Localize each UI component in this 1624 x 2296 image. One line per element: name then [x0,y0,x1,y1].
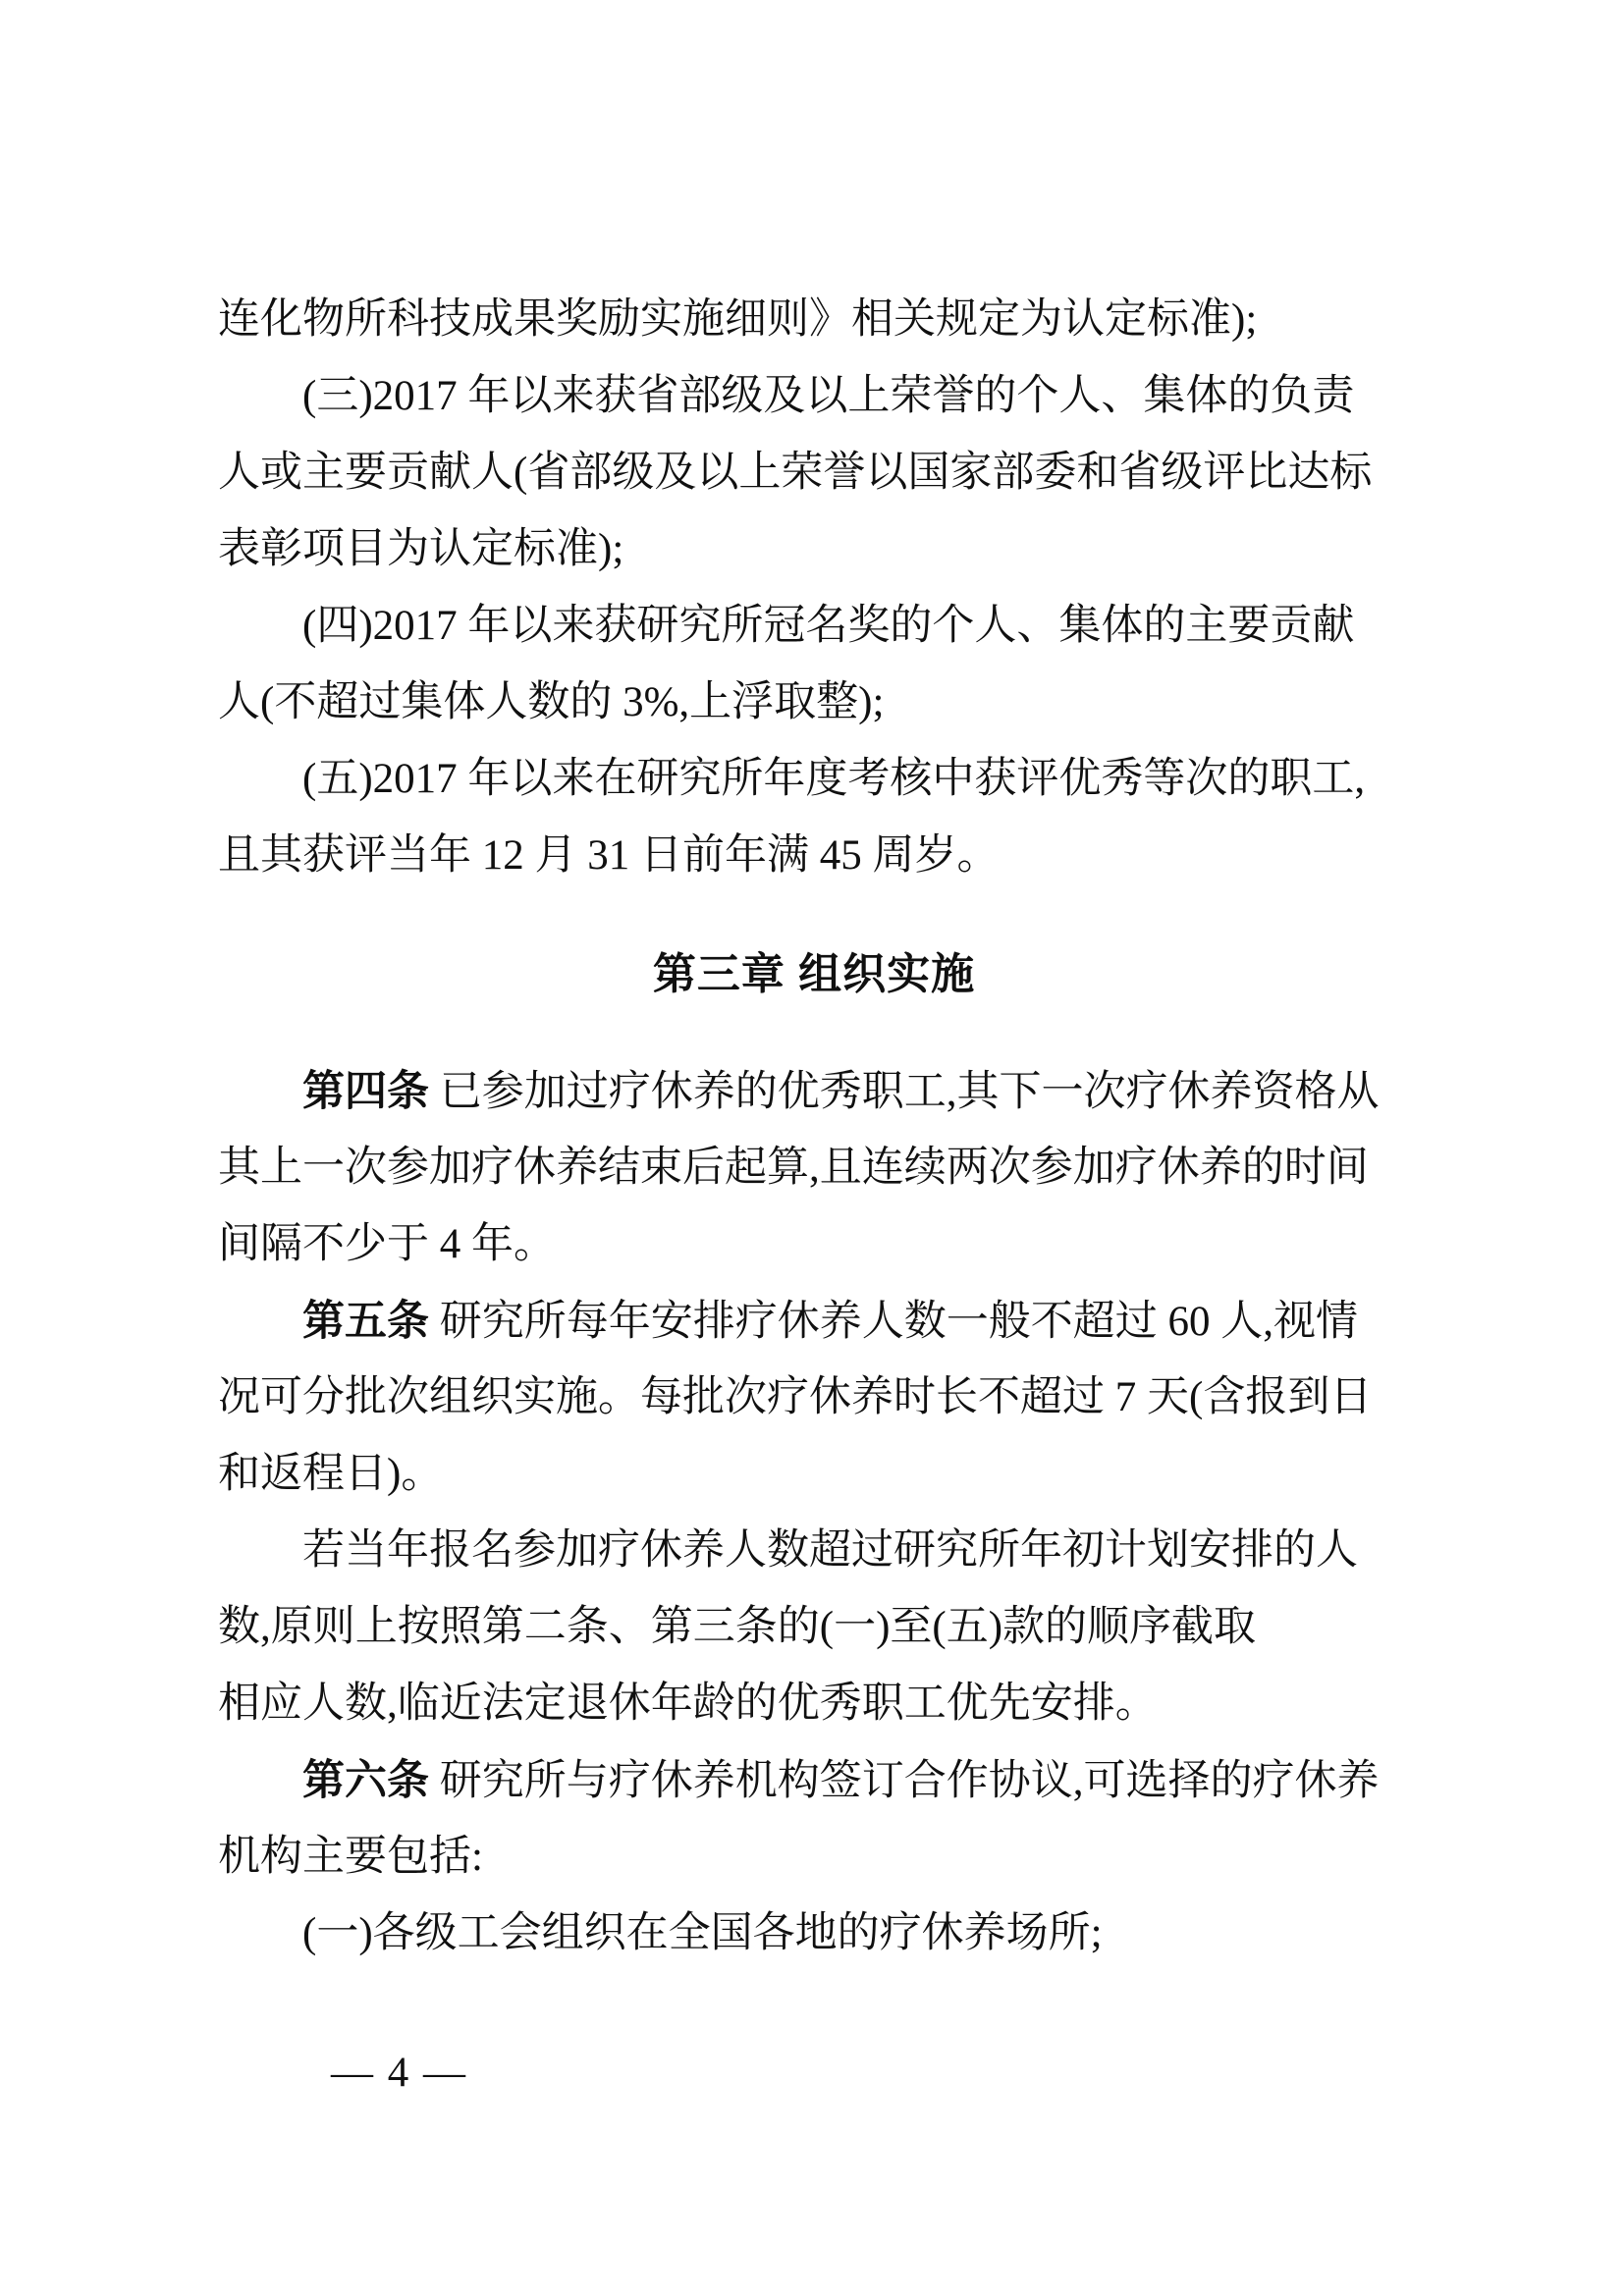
line-text: (四)2017 年以来获研究所冠名奖的个人、集体的主要贡献 [302,603,1355,649]
text-line [218,588,1410,665]
text-line [218,1666,1410,1742]
line-text: 其上一次参加疗休养结束后起算,且连续两次参加疗休养的时间 [218,1145,1369,1191]
text-line [218,1589,1410,1666]
line-text: 人(不超过集体人数的 3%,上浮取整); [218,679,885,725]
text-line [218,511,1410,588]
line-text: (三)2017 年以来获省部级及以上荣誉的个人、集体的负责 [302,373,1355,419]
text-line [218,1742,1410,1819]
line-text: 研究所与疗休养机构签订合作协议,可选择的疗休养 [429,1758,1380,1804]
line-text: 且其获评当年 12 月 31 日前年满 45 周岁。 [218,832,1000,879]
line-text: 人或主要贡献人(省部级及以上荣誉以国家部委和省级评比达标 [218,450,1373,496]
document-body [218,282,1410,1972]
text-line [218,1053,1410,1130]
line-text: 表彰项目为认定标准); [218,526,624,572]
line-text: 若当年报名参加疗休养人数超过研究所年初计划安排的人 [302,1527,1358,1574]
text-line [218,358,1410,435]
chapter-heading: 第三章 组织实施 [652,950,976,998]
text-line [218,1360,1410,1436]
line-text: 连化物所科技成果奖励实施细则》相关规定为认定标准); [218,296,1258,343]
text-line [218,1513,1410,1589]
text-line [218,1436,1410,1513]
text-line [218,282,1410,358]
line-text: 相应人数,临近法定退休年龄的优秀职工优先安排。 [218,1681,1158,1727]
line-text: 已参加过疗休养的优秀职工,其下一次疗休养资格从 [429,1069,1380,1115]
text-line [218,435,1410,511]
text-line [218,818,1410,894]
text-line [218,665,1410,741]
line-text: (五)2017 年以来在研究所年度考核中获评优秀等次的职工, [302,756,1366,802]
text-line [218,1896,1410,1972]
line-text: 研究所每年安排疗休养人数一般不超过 60 人,视情 [429,1299,1358,1345]
text-line [218,1206,1410,1283]
line-text: 间隔不少于 4 年。 [218,1221,556,1267]
line-text: 和返程日)。 [218,1451,444,1497]
text-line [218,1283,1410,1360]
line-text: 机构主要包括: [218,1834,483,1880]
line-text: (一)各级工会组织在全国各地的疗休养场所; [302,1910,1103,1956]
line-text: 况可分批次组织实施。每批次疗休养时长不超过 7 天(含报到日 [218,1374,1373,1420]
article-number: 第四条 [302,1068,429,1115]
text-line [218,1130,1410,1206]
article-number: 第五条 [302,1298,429,1345]
line-text: 数,原则上按照第二条、第三条的(一)至(五)款的顺序截取 [218,1604,1257,1650]
text-line [218,741,1410,818]
page-number: — 4 — [331,2050,467,2096]
text-line [218,1819,1410,1896]
article-number: 第六条 [302,1757,429,1804]
